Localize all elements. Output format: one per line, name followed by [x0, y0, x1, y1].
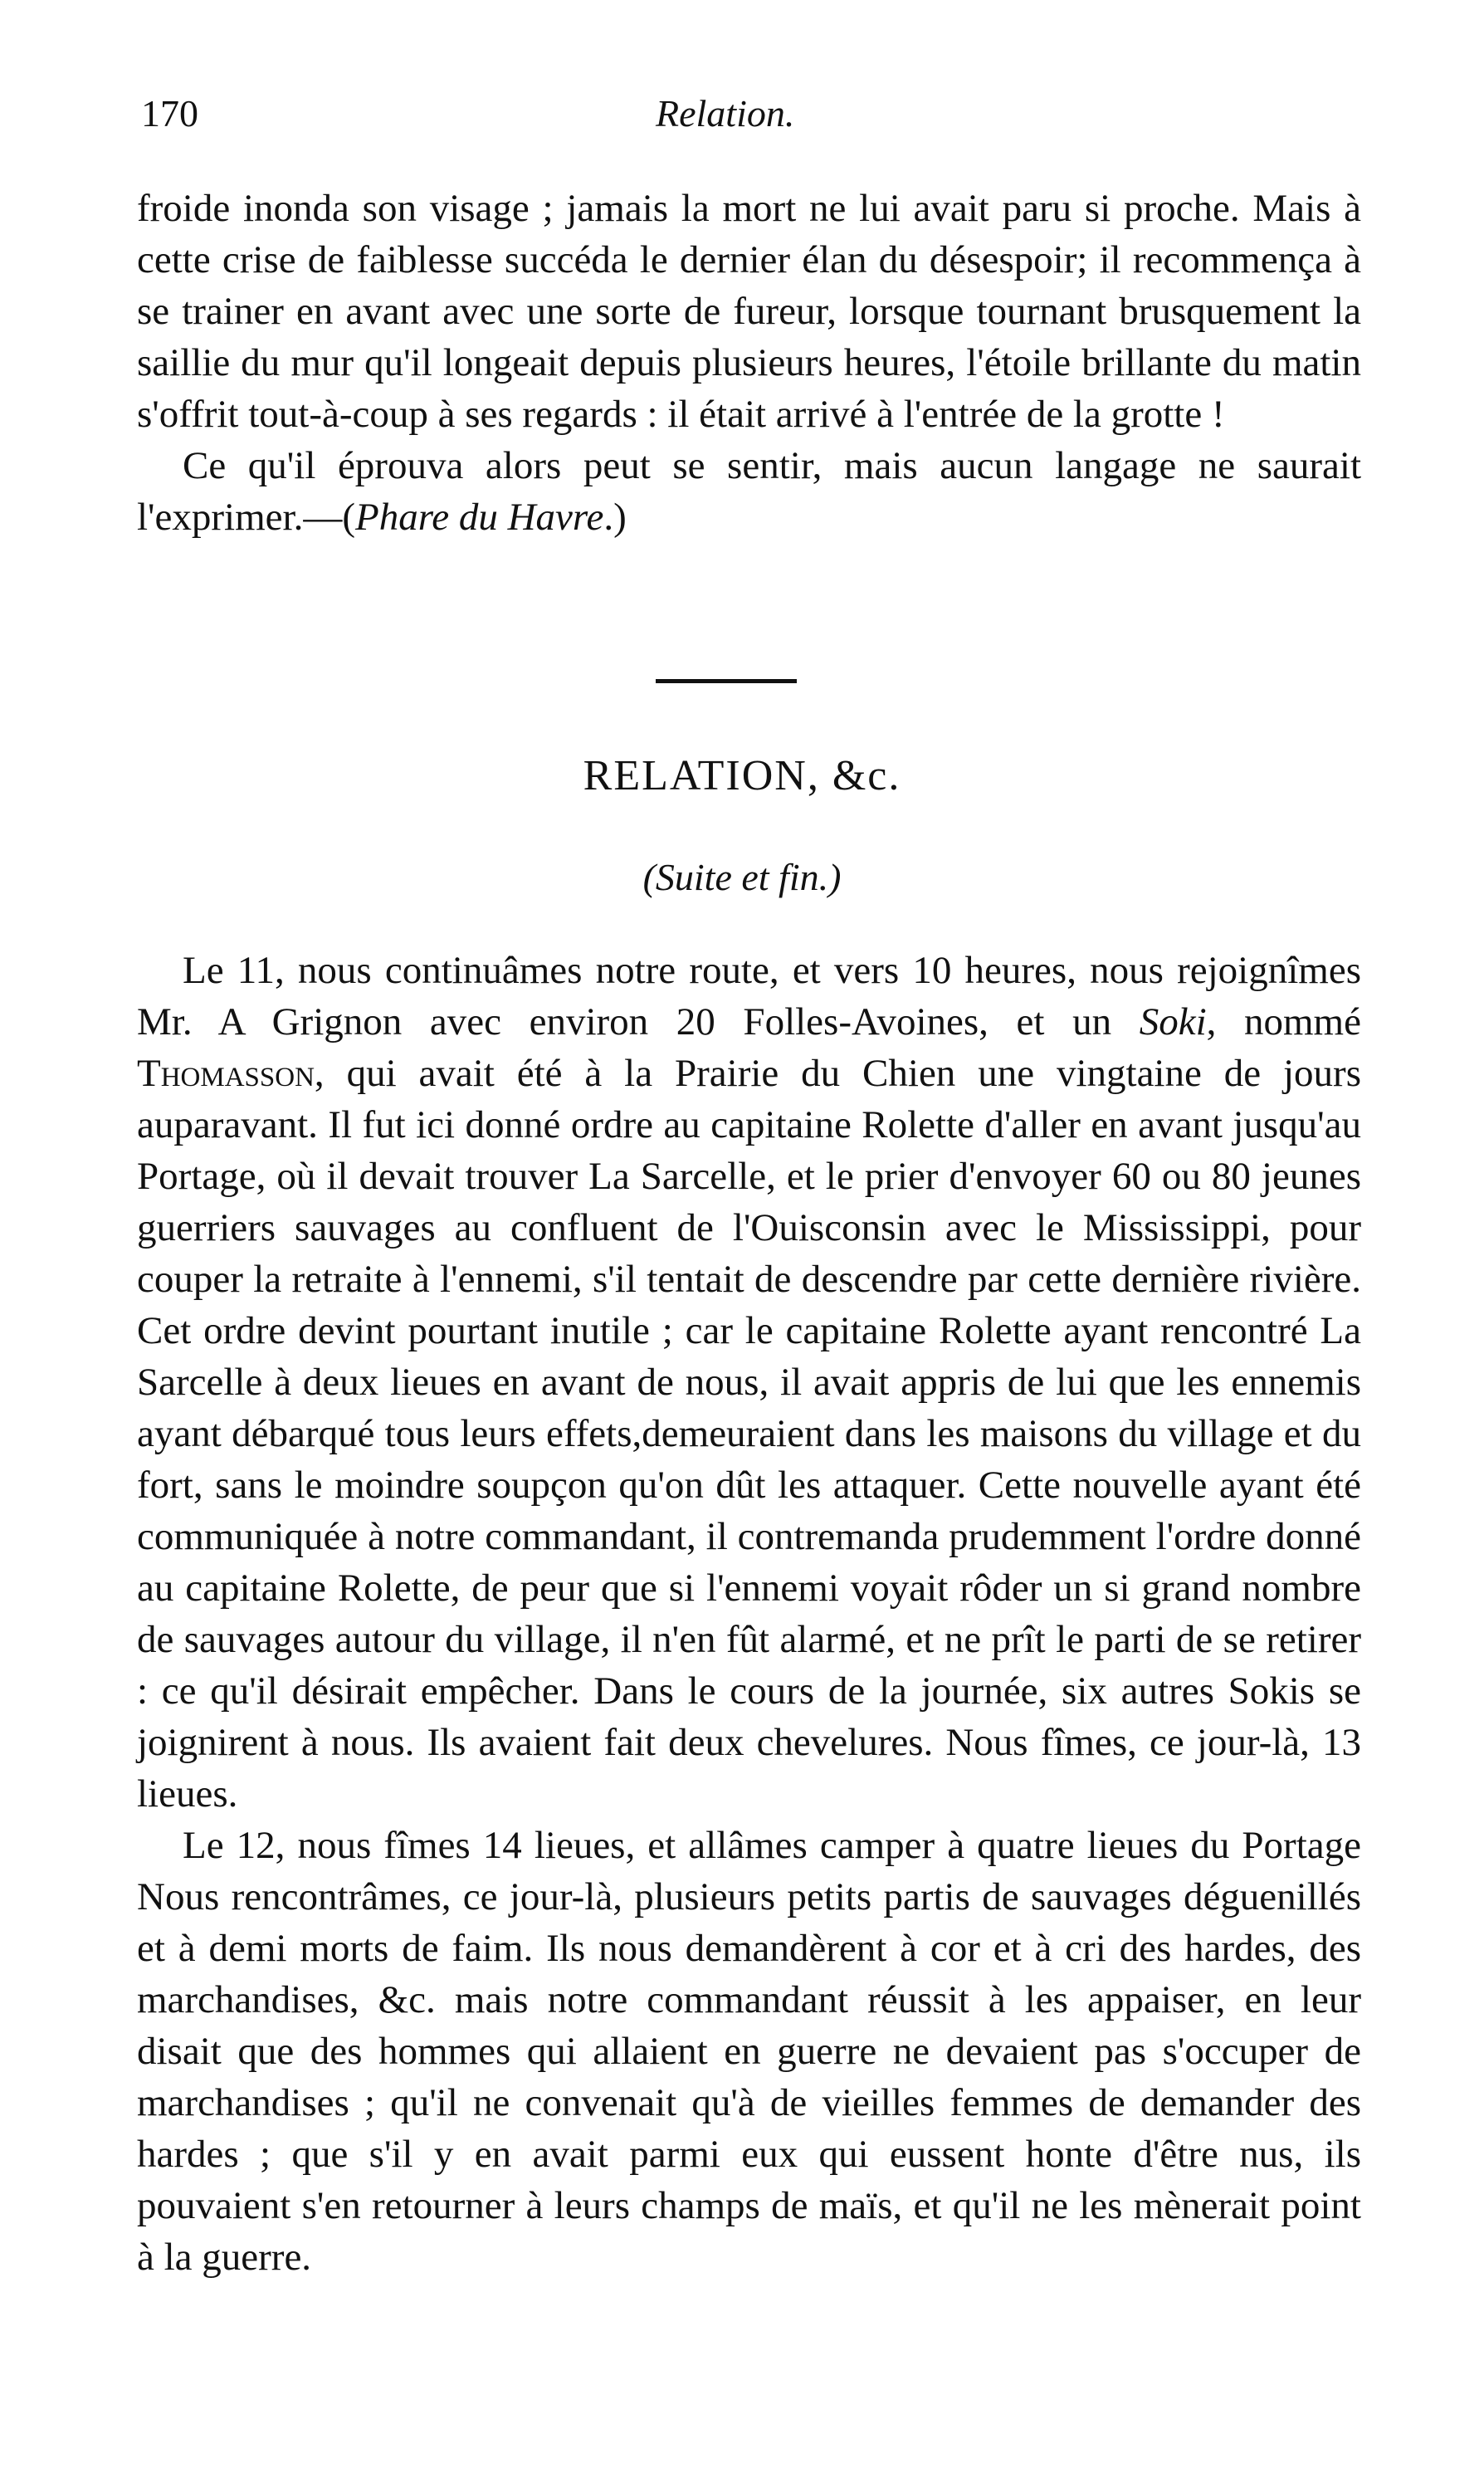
section-subtitle: (Suite et fin.) [642, 856, 842, 898]
closing-end: .) [603, 496, 627, 539]
page-header [141, 91, 1361, 149]
section-divider [656, 679, 797, 683]
person-name: Thomasson [137, 1052, 315, 1095]
p1-part-b: , nommé [1206, 1000, 1361, 1043]
relation-text-block [137, 945, 1361, 2283]
paragraph-day-12: Le 12, nous fîmes 14 lieues, et allâmes camper à quatre lieues du Portage Nous rencontrâmes, ce jour-là, plusieurs petits partis de sauvages déguenillés et à demi morts de faim. Ils nous demandèrent à cor et à cri des hardes, des marchandises, &c. mais notre commandant réussit à les appaiser, en leur disait que des hommes qui allaient en guerre ne devaient pas s'occuper de marchandises ; qu'il ne convenait qu'à de vieilles femmes de demander des hardes ; que s'il y en avait parmi eux qui eussent honte d'être nus, ils pouvaient s'en retourner à leurs champs de maïs, et qu'il ne les mènerait point à la guerre. [137, 1824, 1361, 2279]
continued-text-block [137, 183, 1361, 543]
soki-term: Soki [1139, 1000, 1207, 1043]
continued-paragraph: froide inonda son visage ; jamais la mort ne lui avait paru si proche. Mais à cette crise de faiblesse succéda le dernier élan du désespoir; il recommença à se trainer en avant avec une sorte de fureur, lorsque tournant brusquement la saillie du mur qu'il longeait depuis plusieurs heures, l'étoile brillante du matin s'offrit tout-à-coup à ses regards : il était arrivé à l'entrée de la grotte ! [137, 187, 1361, 436]
source-citation: Phare du Havre [354, 496, 604, 539]
running-title: Relation. [656, 92, 795, 134]
page-number: 170 [141, 92, 198, 134]
section-title: RELATION, &c. [583, 752, 901, 799]
paragraph-day-11 [137, 945, 1361, 1820]
p1-part-c: , qui avait été à la Prairie du Chien une vingtaine de jours auparavant. Il fut ici donné ordre au capitaine Rolette d'aller en avant jusqu'au Portage, où il devait trouver La Sarcelle, et le prier d'envoyer 60 ou 80 jeunes guerriers sauvages au confluent de l'Ouisconsin avec le Mississippi, pour couper la retraite à l'ennemi, s'il tentait de descendre par cette dernière rivière. Cet ordre devint pourtant inutile ; car le capitaine Rolette ayant rencontré La Sarcelle à deux lieues en avant de nous, il avait appris de lui que les ennemis ayant débarqué tous leurs effets,demeuraient dans les maisons du village et du fort, sans le moindre soupçon qu'on dût les attaquer. Cette nouvelle ayant été communiquée à notre commandant, il contremanda prudemment l'ordre donné au capitaine Rolette, de peur que si l'ennemi voyait rôder un si grand nombre de sauvages autour du village, il n'en fût alarmé, et ne prît le parti de se retirer : ce qu'il désirait empêcher. Dans le cours de la journée, six autres Sokis se joignirent à nous. Ils avaient fait deux chevelures. Nous fîmes, ce jour-là, 13 lieues. [137, 1052, 1361, 1816]
closing-paragraph [137, 440, 1361, 543]
p1-part-a: Le 11, nous continuâmes notre route, et vers 10 heures, nous rejoignîmes Mr. A Grignon avec environ 20 Folles-Avoines, et un [137, 949, 1361, 1043]
closing-text: Ce qu'il éprouva alors peut se sentir, mais aucun langage ne saurait l'exprimer.—( [137, 444, 1361, 539]
